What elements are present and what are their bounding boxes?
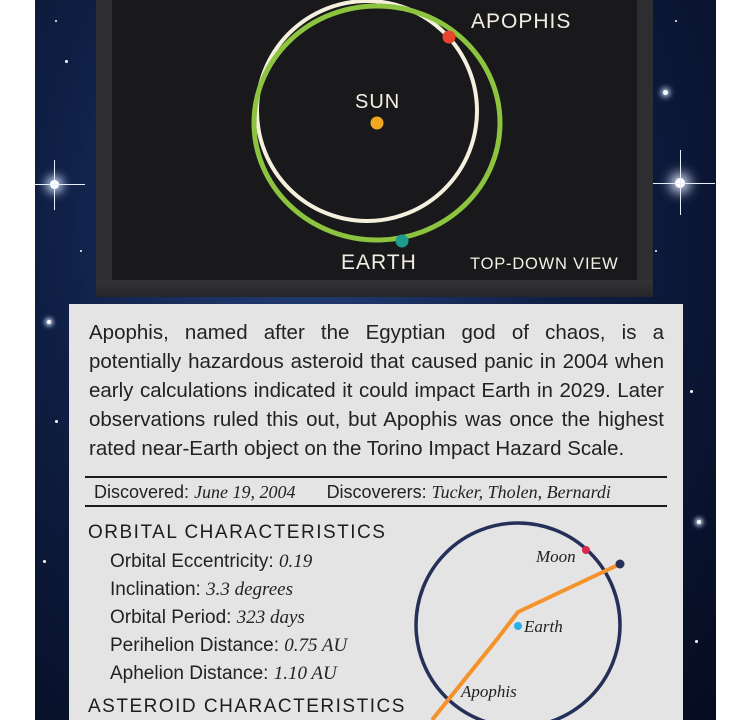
fact-label: Aphelion Distance: xyxy=(110,663,269,684)
discoverers-label: Discoverers: xyxy=(326,482,427,502)
intro-paragraph: Apophis, named after the Egyptian god of chaos, is a potentially hazardous asteroid that caused panic in 2004 when early calculations indicated it could impact Earth in 2029. Later observations ruled this out, but Apophis was once the highest rated near-Earth object on the Torino Impact Hazard Scale. xyxy=(89,321,664,460)
moon-marker xyxy=(582,546,590,554)
fact-label: Perihelion Distance: xyxy=(110,635,279,656)
fact-value: 1.10 AU xyxy=(273,663,337,684)
moon-orbit xyxy=(416,523,620,720)
orbital-heading: ORBITAL CHARACTERISTICS xyxy=(88,522,387,543)
earth-flyby-marker xyxy=(514,622,522,630)
earth-label: EARTH xyxy=(341,251,417,274)
view-label: TOP-DOWN VIEW xyxy=(470,255,619,273)
moon-label: Moon xyxy=(536,547,576,566)
earth-flyby-label: Earth xyxy=(524,617,563,636)
fact-label: Orbital Eccentricity: xyxy=(110,551,274,572)
fact-value: 0.75 AU xyxy=(284,635,348,656)
apophis-flyby-label: Apophis xyxy=(461,682,517,701)
fact-label: Orbital Period: xyxy=(110,607,232,628)
asteroid-heading: ASTEROID CHARACTERISTICS xyxy=(88,696,406,717)
fact-value: 323 days xyxy=(236,607,305,628)
apophis-label: APOPHIS xyxy=(471,10,572,33)
fact-label: Inclination: xyxy=(110,579,201,600)
discoverers-value: Tucker, Tholen, Bernardi xyxy=(431,482,611,502)
discovered-label: Discovered: xyxy=(94,482,190,502)
apophis-flyby-marker xyxy=(616,560,625,569)
sun-label: SUN xyxy=(355,91,401,113)
discovered-value: June 19, 2004 xyxy=(194,482,296,502)
fact-value: 3.3 degrees xyxy=(206,579,294,600)
fact-value: 0.19 xyxy=(278,551,313,572)
